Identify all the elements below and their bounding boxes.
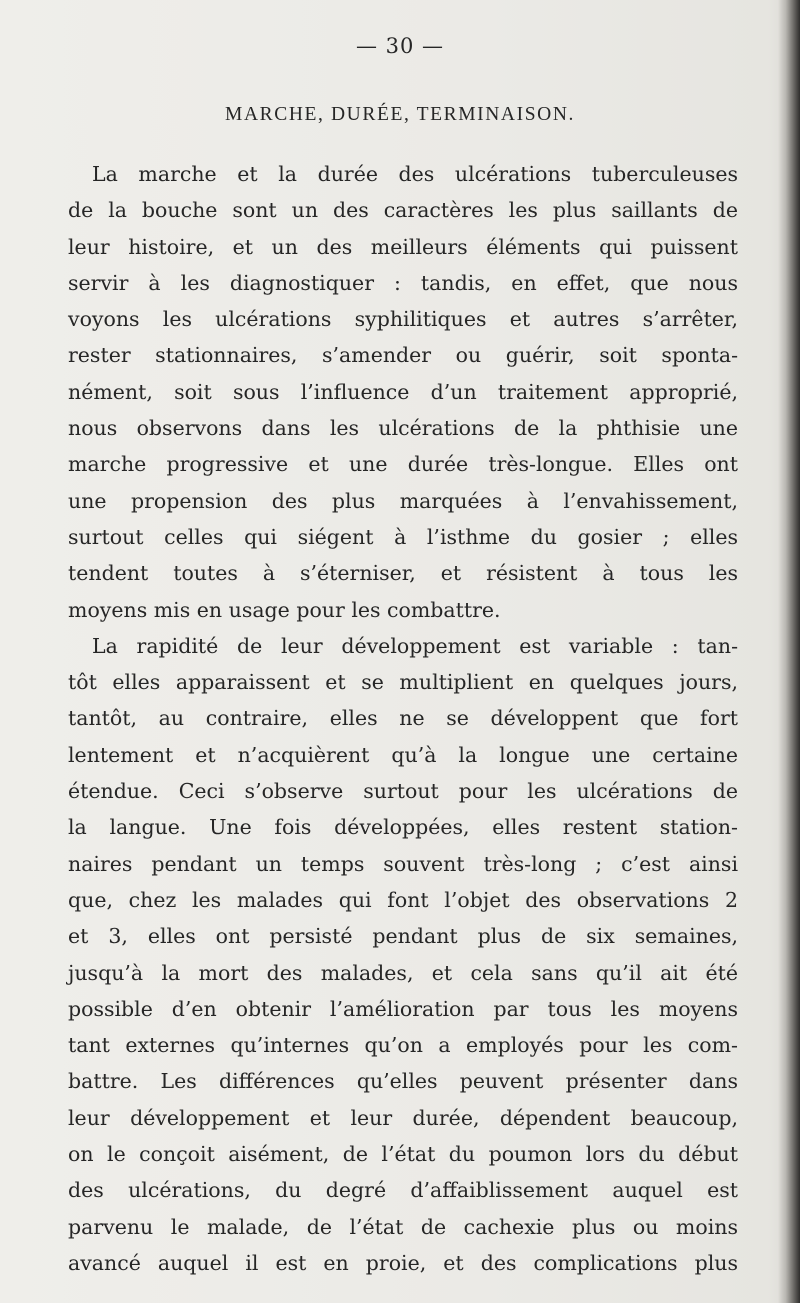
text-line: une propension des plus marquées à l’envahissement,: [68, 488, 738, 513]
text-line: La marche et la durée des ulcérations tuberculeuses: [92, 162, 738, 186]
text-line: marche progressive et une durée très-longue. Elles ont: [68, 452, 738, 477]
text-line: surtout celles qui siégent à l’isthme du gosier ; elles: [68, 524, 738, 549]
text-line: possible d’en obtenir l’amélioration par tous les moyens: [68, 996, 738, 1021]
text-line: et 3, elles ont persisté pendant plus de six semaines,: [68, 924, 738, 949]
text-line: La rapidité de leur développement est variable : tan-: [92, 633, 738, 658]
text-line: de la bouche sont un des caractères les plus saillants de: [68, 198, 738, 223]
text-line: nous observons dans les ulcérations de la phthisie une: [68, 416, 738, 441]
text-line: tant externes qu’internes qu’on a employés pour les com-: [68, 1033, 738, 1058]
text-line: des ulcérations, du degré d’affaiblissement auquel est: [68, 1178, 738, 1203]
text-line: leur histoire, et un des meilleurs éléments qui puissent: [68, 234, 738, 259]
running-head: MARCHE, DURÉE, TERMINAISON.: [225, 104, 575, 125]
text-line: on le conçoit aisément, de l’état du poumon lors du début: [68, 1142, 738, 1167]
text-line: battre. Les différences qu’elles peuvent présenter dans: [68, 1069, 738, 1094]
text-line: tôt elles apparaissent et se multiplient en quelques jours,: [68, 670, 738, 695]
text-line: servir à les diagnostiquer : tandis, en effet, que nous: [68, 270, 738, 295]
text-line: lentement et n’acquièrent qu’à la longue une certaine: [68, 742, 738, 767]
page-number: — 30 —: [355, 34, 445, 58]
text-line: avancé auquel il est en proie, et des complications plus: [68, 1250, 738, 1275]
body-text: [68, 156, 738, 1281]
text-line: tantôt, au contraire, elles ne se développent que fort: [68, 706, 738, 731]
text-line: leur développement et leur durée, dépendent beaucoup,: [68, 1105, 738, 1130]
text-line: rester stationnaires, s’amender ou guérir, soit sponta-: [68, 343, 738, 368]
text-line: parvenu le malade, de l’état de cachexie plus ou moins: [68, 1214, 738, 1239]
text-line: tendent toutes à s’éterniser, et résistent à tous les: [68, 561, 738, 586]
text-line: moyens mis en usage pour les combattre.: [68, 597, 501, 622]
text-line: que, chez les malades qui font l’objet des observations 2: [68, 887, 738, 912]
text-line: voyons les ulcérations syphilitiques et autres s’arrêter,: [68, 307, 738, 332]
page-binding-edge: [778, 0, 800, 1303]
text-line: jusqu’à la mort des malades, et cela sans qu’il ait été: [68, 960, 738, 985]
paragraph-2: [68, 628, 738, 1281]
text-line: naires pendant un temps souvent très-long ; c’est ainsi: [68, 851, 738, 876]
text-line: la langue. Une fois développées, elles restent station-: [68, 815, 738, 840]
text-line: étendue. Ceci s’observe surtout pour les ulcérations de: [68, 779, 738, 804]
text-line: nément, soit sous l’influence d’un traitement approprié,: [68, 379, 738, 404]
paragraph-1: [68, 156, 738, 628]
